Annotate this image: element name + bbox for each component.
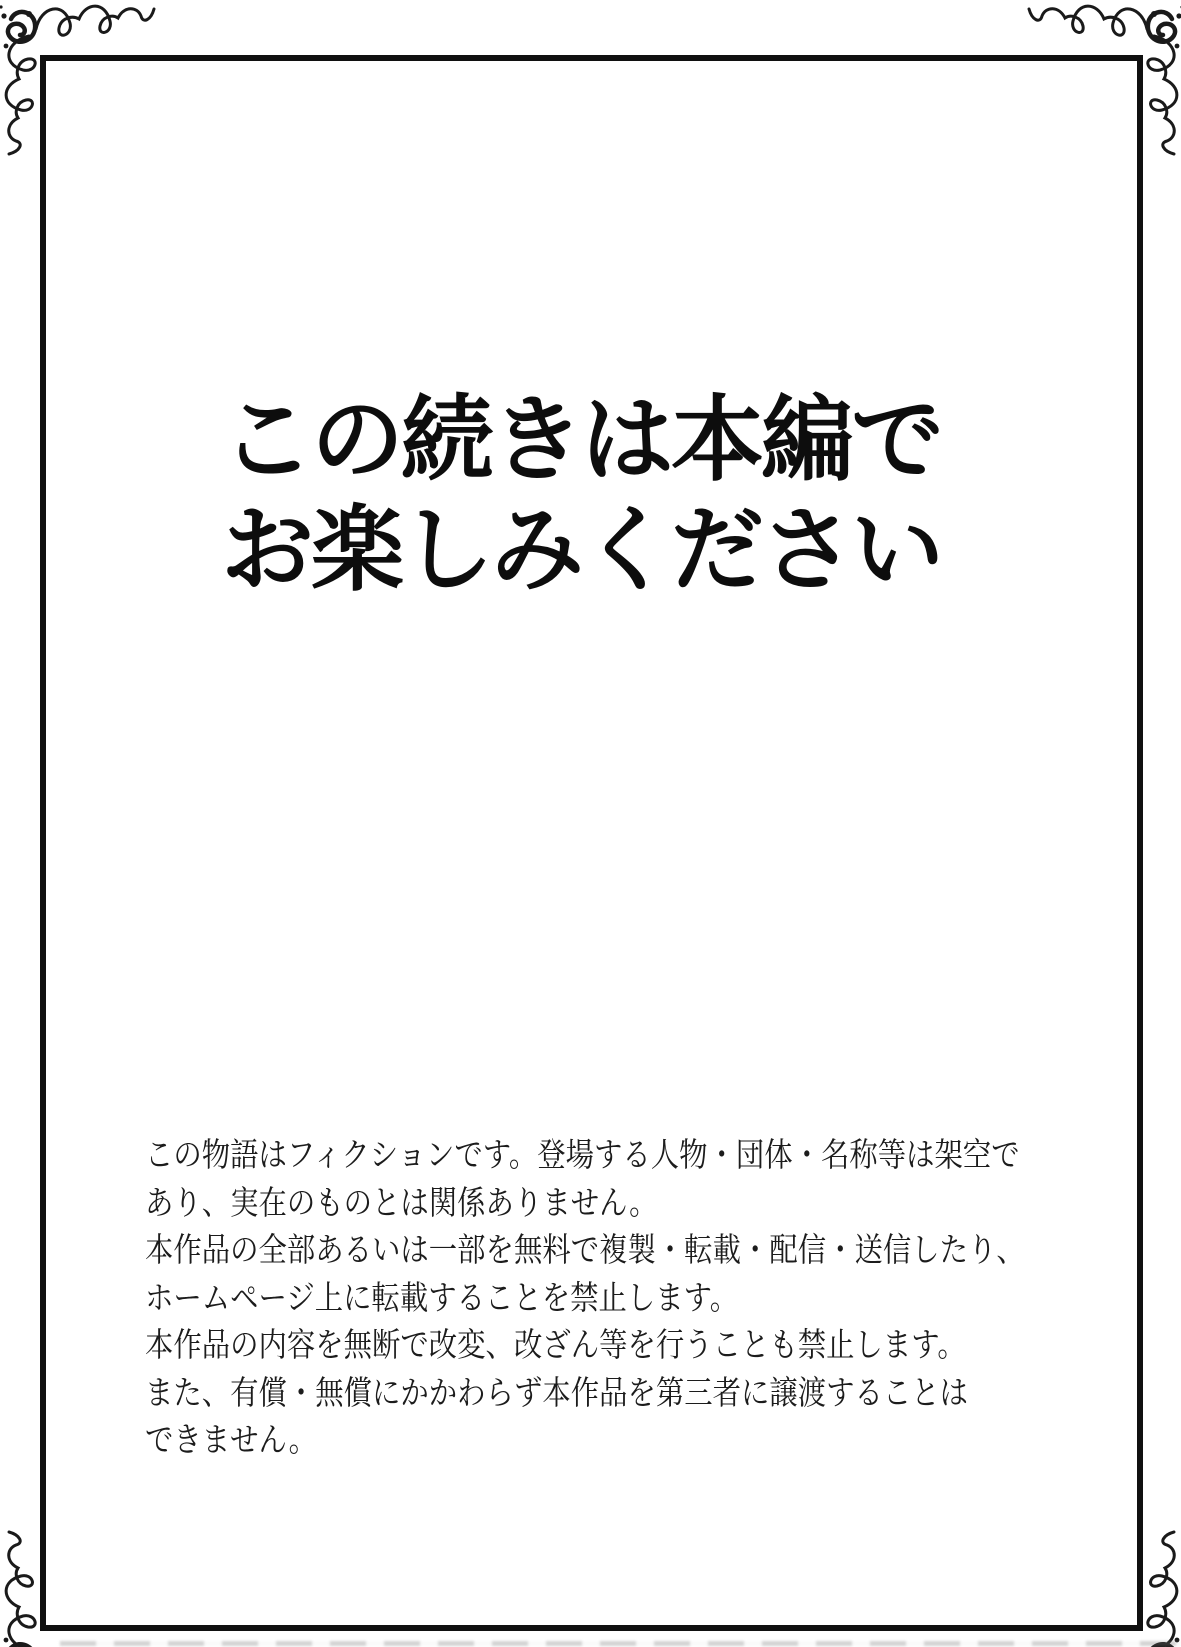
disclaimer-line: この物語はフィクションです。登場する人物・団体・名称等は架空で [145, 1136, 1020, 1173]
page-title [221, 385, 941, 605]
disclaimer-line: ホームページ上に転載することを禁止します。 [145, 1278, 739, 1316]
disclaimer-line: できません。 [145, 1421, 317, 1458]
disclaimer-line: また、有償・無償にかかわらず本作品を第三者に譲渡することは [145, 1373, 969, 1411]
disclaimer-line: あり、実在のものとは関係ありません。 [145, 1183, 658, 1221]
title-line: この続きは本編で [221, 388, 941, 492]
disclaimer-text [145, 1131, 1057, 1464]
corner-flourish-icon [0, 0, 165, 165]
title-line: お楽しみください [221, 498, 941, 602]
corner-flourish-icon [1018, 0, 1181, 165]
scan-edge-artifact [60, 1641, 1181, 1646]
disclaimer-line: 本作品の内容を無断で改変、改ざん等を行うことも禁止します。 [145, 1326, 966, 1363]
corner-flourish-icon [1018, 1521, 1181, 1647]
disclaimer-line: 本作品の全部あるいは一部を無料で複製・転載・配信・送信したり、 [145, 1231, 1025, 1268]
corner-flourish-icon [0, 1521, 165, 1647]
